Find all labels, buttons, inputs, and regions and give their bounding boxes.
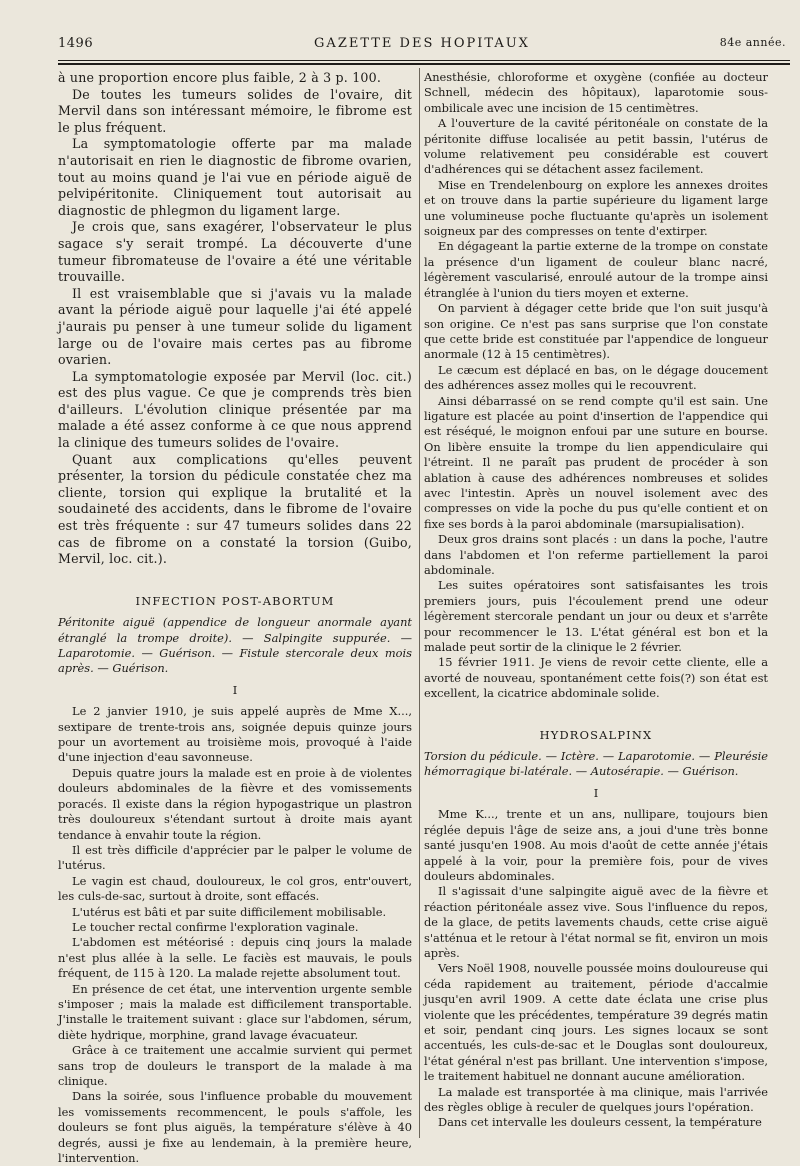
volume-year: 84e année. (719, 36, 786, 49)
paragraph: Grâce à ce traitement une accalmie survient qui permet sans trop de douleurs le transport de la malade à ma clinique. (58, 1043, 412, 1088)
paragraph: Depuis quatre jours la malade est en proie à de violentes douleurs abdominales de la fièvre et des vomissements poracés. Il existe dans la région hypogastrique un plastron très douloureux s'étendant surtout à droite mais ayant tendance à envahir toute la région. (58, 765, 412, 842)
paragraph: Il s'agissait d'une salpingite aiguë avec de la fièvre et réaction péritonéale assez vive. Sous l'influence du repos, de la glace, de petits lavements chauds, cette crise aiguë s'atténua et le retour à l'état normal se fit, environ un mois après. (424, 884, 768, 960)
operation-report (424, 70, 768, 702)
case-number: I (232, 682, 238, 697)
paragraph: 15 février 1911. Je viens de revoir cette cliente, elle a avorté de nouveau, spontanément cette fois(?) son état est excellent, la cicatrice abdominale solide. (424, 655, 768, 701)
fibroma-discussion (58, 70, 412, 568)
section-infection-post-abortum (58, 594, 412, 1166)
paragraph: à une proportion encore plus faible, 2 à 3 p. 100. (58, 70, 382, 85)
paragraph: Deux gros drains sont placés : un dans la poche, l'autre dans l'abdomen et l'on referme partiellement la paroi abdominale. (424, 532, 768, 577)
left-column (58, 70, 412, 1166)
paragraph: L'utérus est bâti et par suite difficilement mobilisable. (72, 904, 387, 919)
paragraph: En présence de cet état, une intervention urgente semble s'imposer ; mais la malade est difficilement transportable. J'installe le traitement suivant : glace sur l'abdomen, sérum, diète hydrique, morphine, grand lavage évacuateur. (58, 981, 412, 1042)
section-subtitle: Péritonite aiguë (appendice de longueur anormale ayant étranglé la trompe droite). — Salpingite suppurée. — Laparotomie. — Guérison. — Fistule stercorale deux mois après. — Guérison. (58, 615, 412, 676)
paragraph: Je crois que, sans exagérer, l'observateur le plus sagace s'y serait trompé. La découverte d'une tumeur fibromateuse de l'ovaire a été une véritable trouvaille. (58, 219, 412, 285)
right-column (424, 70, 768, 1142)
case-number: I (593, 785, 599, 800)
paragraph: Les suites opératoires sont satisfaisantes les trois premiers jours, puis l'écoulement prend une odeur légèrement stercorale pendant un jour ou deux et s'arrête pour recommencer le 13. L'état général est bon et la malade peut sortir de la clinique le 2 février. (424, 578, 768, 655)
paragraph: Le 2 janvier 1910, je suis appelé auprès de Mme X..., sextipare de trente-trois ans, soignée depuis quinze jours pour un avortement au troisième mois, provoqué à l'aide d'une injection d'eau savonneuse. (58, 704, 412, 765)
paragraph: Il est très difficile d'apprécier par le palper le volume de l'utérus. (58, 842, 412, 873)
paragraph: Le toucher rectal confirme l'exploration vaginale. (72, 919, 359, 934)
paragraph: Le vagin est chaud, douloureux, le col gros, entr'ouvert, les culs-de-sac, surtout à droite, sont effacés. (58, 873, 412, 904)
paragraph: Ainsi débarrassé on se rend compte qu'il est sain. Une ligature est placée au point d'insertion de l'appendice qui est réséqué, le moignon enfoui par une suture en bourse. On libère ensuite la trompe du lien appendiculaire qui l'étreint. Il ne paraît pas prudent de procéder à son ablation à cause des adhérences nombreuses et solides avec l'intestin. Après un nouvel isolement avec des compresses on vide la poche du pus qu'elle contient et on fixe ses bords à la paroi abdominale (marsupialisation). (424, 393, 768, 531)
paragraph: Mise en Trendelenbourg on explore les annexes droites et on trouve dans la partie supérieure du ligament large une volumineuse poche fluctuante qu'après un isolement soigneux par des compresses on tente d'extirper. (424, 177, 768, 239)
paragraph: L'abdomen est météorisé : depuis cinq jours la malade n'est plus allée à la selle. Le faciès est mauvais, le pouls fréquent, de 115 à 120. La malade rejette absolument tout. (58, 935, 412, 981)
journal-title: GAZETTE DES HOPITAUX (314, 36, 530, 51)
column-divider (419, 68, 420, 1138)
section-hydrosalpinx (424, 728, 768, 1131)
paragraph: De toutes les tumeurs solides de l'ovaire, dit Mervil dans son intéressant mémoire, le fibrome est le plus fréquent. (58, 86, 412, 135)
paragraph: La symptomatologie offerte par ma malade n'autorisait en rien le diagnostic de fibrome ovarien, tout au moins quand je l'ai vue en période aiguë de pelvipéritonite. Cliniquement tout autorisait au diagnostic de phlegmon du ligament large. (58, 136, 412, 218)
paragraph: On parvient à dégager cette bride que l'on suit jusqu'à son origine. Ce n'est pas sans surprise que l'on constate que cette bride est constituée par l'appendice de longueur anormale (12 à 15 centimètres). (424, 301, 768, 362)
paragraph: La symptomatologie exposée par Mervil (loc. cit.) est des plus vague. Ce que je comprends très bien d'ailleurs. L'évolution clinique présentée par ma malade a été assez conforme à ce que nous apprend la clinique des tumeurs solides de l'ovaire. (58, 368, 412, 451)
paragraph: Quant aux complications qu'elles peuvent présenter, la torsion du pédicule constatée chez ma cliente, torsion qui explique la brutalité et la soudaineté des accidents, dans le fibrome de l'ovaire est très fréquente : sur 47 tumeurs solides dans 22 cas de fibrome on a constaté la torsion (Guibo, Mervil, loc. cit.). (58, 451, 412, 567)
section-title: INFECTION POST-ABORTUM (135, 593, 335, 608)
page-number: 1496 (58, 36, 94, 51)
paragraph: La malade est transportée à ma clinique, mais l'arrivée des règles oblige à reculer de quelques jours l'opération. (424, 1084, 768, 1114)
paragraph: Dans la soirée, sous l'influence probable du mouvement les vomissements recommencent, le pouls s'affole, les douleurs se font plus aiguës, la température s'élève à 40 degrés, aussi je fixe au lendemain, à la première heure, l'intervention. (58, 1089, 412, 1166)
paragraph: En dégageant la partie externe de la trompe on constate la présence d'un ligament de couleur blanc nacré, légèrement vascularisé, enroulé autour de la trompe ainsi étranglée à l'union du tiers moyen et externe. (424, 239, 768, 300)
header-rule-thick (58, 63, 790, 65)
paragraph: Anesthésie, chloroforme et oxygène (confiée au docteur Schnell, médecin des hôpitaux), laparotomie sous-ombilicale avec une incision de 15 centimètres. (424, 70, 768, 115)
paragraph: Vers Noël 1908, nouvelle poussée moins douloureuse qui céda rapidement au traitement, période d'accalmie jusqu'en avril 1909. A cette date éclata une crise plus violente que les précédentes, température 39 degrés matin et soir, pendant cinq jours. Les signes locaux se sont accentués, les culs-de-sac et le Douglas sont douloureux, l'état général n'est pas brillant. Une intervention s'impose, le traitement habituel ne donnant aucune amélioration. (424, 961, 768, 1084)
section-subtitle: Torsion du pédicule. — Ictère. — Laparotomie. — Pleurésie hémorragique bi-latérale. — Autosérapie. — Guérison. (424, 749, 768, 779)
section-title: HYDROSALPINX (539, 727, 653, 742)
paragraph: Le cæcum est déplacé en bas, on le dégage doucement des adhérences assez molles qui le recouvrent. (424, 362, 768, 393)
paragraph: A l'ouverture de la cavité péritonéale on constate de la péritonite diffuse localisée au petit bassin, l'utérus de volume relativement peu considérable est couvert d'adhérences qui se détachent assez facilement. (424, 116, 768, 177)
paragraph: Dans cet intervalle les douleurs cessent, la température (438, 1115, 762, 1130)
paragraph: Mme K..., trente et un ans, nullipare, toujours bien réglée depuis l'âge de seize ans, a joui d'une très bonne santé jusqu'en 1908. Au mois d'août de cette année j'étais appelé à la voir, pour la première fois, pour de vives douleurs abdominales. (424, 807, 768, 883)
header-rule-thin (58, 60, 790, 61)
page-header (58, 36, 786, 58)
paragraph: Il est vraisemblable que si j'avais vu la malade avant la période aiguë pour laquelle j'ai été appelé j'aurais pu penser à une tumeur solide du ligament large ou de l'ovaire mais certes pas au fibrome ovarien. (58, 285, 412, 368)
